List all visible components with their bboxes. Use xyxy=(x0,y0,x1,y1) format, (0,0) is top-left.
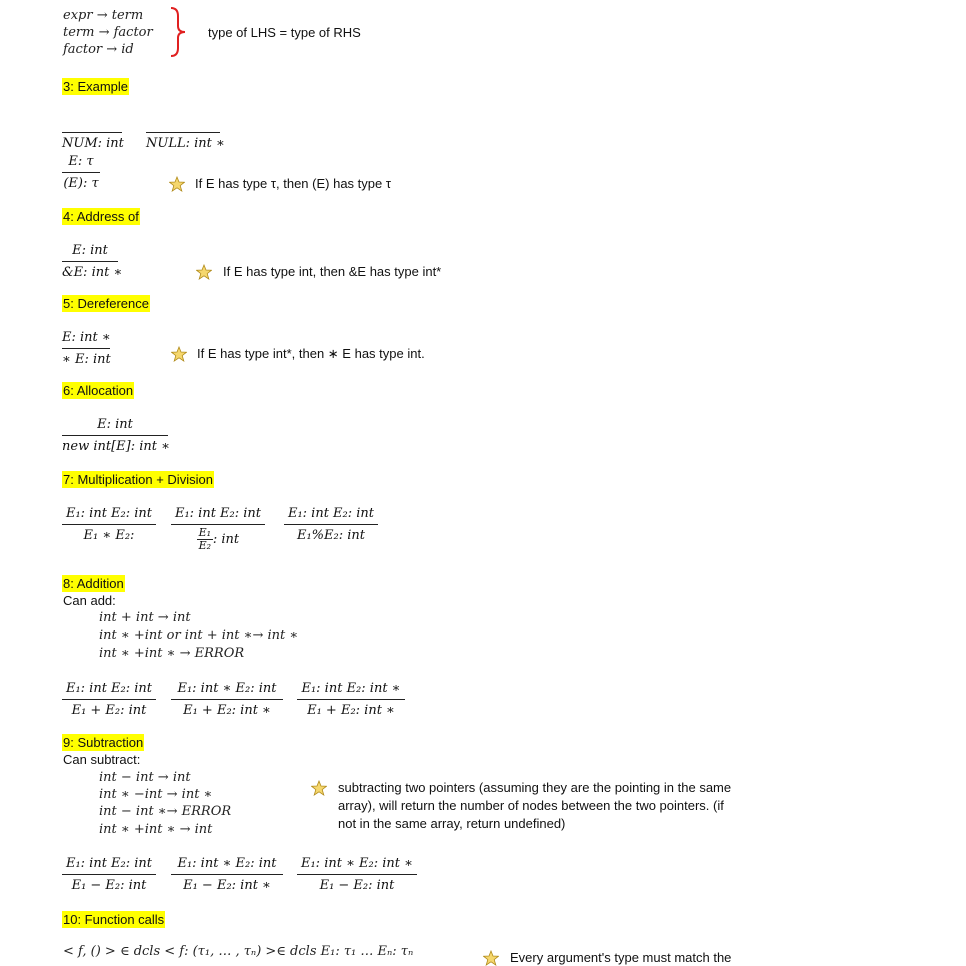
rule-conclusion: E₁ + E₂: int ∗ xyxy=(307,703,395,718)
right-brace-icon xyxy=(168,6,190,58)
star-icon xyxy=(483,950,499,966)
rule-sub-int xyxy=(62,855,156,894)
function-call-premises: < f, () > ∈ dcls < f: (τ₁, … , τₙ) >∈ dcls E₁: τ₁ … Eₙ: τₙ xyxy=(63,944,414,959)
division-denominator: E₂ xyxy=(198,539,212,552)
note-address-of: If E has type int, then &E has type int* xyxy=(223,264,442,279)
rule-premise: E: int xyxy=(97,417,133,432)
rule-conclusion: E₁ ∗ E₂: xyxy=(83,528,135,543)
rule-premise: E: int xyxy=(72,243,108,258)
rule-premise: E₁: int ∗ E₂: int ∗ xyxy=(300,856,413,871)
rule-sub-ptr-ptr xyxy=(297,855,417,894)
section-heading-example: 3: Example xyxy=(63,79,129,94)
addition-line: int ∗ +int ∗ → ERROR xyxy=(99,646,245,661)
rule-conclusion: NUM: int xyxy=(62,136,124,151)
rule-conclusion: NULL: int ∗ xyxy=(146,136,225,151)
rule-multiplication xyxy=(62,505,156,544)
subtraction-line: int ∗ +int ∗ → int xyxy=(99,822,213,837)
addition-intro: Can add: xyxy=(63,593,116,608)
section-heading-subtraction: 9: Subtraction xyxy=(63,735,144,750)
rule-allocation xyxy=(62,416,168,455)
rule-add-int xyxy=(62,680,156,719)
star-icon xyxy=(169,176,185,192)
rule-premise: E₁: int E₂: int xyxy=(65,856,153,871)
rule-premise: E₁: int E₂: int xyxy=(65,506,153,521)
section-heading-allocation: 6: Allocation xyxy=(63,383,134,398)
addition-line: int + int → int xyxy=(99,610,191,625)
rule-conclusion: E₁%E₂: int xyxy=(296,528,366,543)
rule-premise: E₁: int E₂: int ∗ xyxy=(301,681,401,696)
grammar-line-2: term → factor xyxy=(63,25,153,40)
rule-conclusion: (E): τ xyxy=(63,176,99,191)
addition-line: int ∗ +int or int + int ∗→ int ∗ xyxy=(99,628,299,643)
section-heading-function-calls: 10: Function calls xyxy=(63,912,165,927)
subtraction-line: int ∗ −int → int ∗ xyxy=(99,787,213,802)
rule-paren xyxy=(62,153,100,192)
rule-num xyxy=(62,113,122,152)
star-icon xyxy=(196,264,212,280)
rule-conclusion: new int[E]: int ∗ xyxy=(62,439,170,454)
rule-conclusion: E₁ + E₂: int ∗ xyxy=(183,703,271,718)
rule-premise: E: τ xyxy=(68,154,94,169)
rule-conclusion: &E: int ∗ xyxy=(62,265,123,280)
rule-modulo xyxy=(284,505,378,544)
subtraction-note-line: subtracting two pointers (assuming they are the pointing in the same xyxy=(338,780,732,795)
rule-premise: E₁: int E₂: int xyxy=(65,681,153,696)
subtraction-line: int − int → int xyxy=(99,770,191,785)
function-call-note: Every argument's type must match the xyxy=(510,950,732,965)
rule-sub-ptr-int xyxy=(171,855,283,894)
division-numerator: E₁ xyxy=(198,526,212,539)
rule-premise: E₁: int E₂: int xyxy=(287,506,375,521)
subtraction-intro: Can subtract: xyxy=(63,752,141,767)
rule-add-int-ptr xyxy=(297,680,405,719)
section-heading-addition: 8: Addition xyxy=(63,576,124,591)
note-dereference: If E has type int*, then ∗ E has type int. xyxy=(197,346,425,361)
rule-null xyxy=(146,113,225,152)
subtraction-line: int − int ∗→ ERROR xyxy=(99,804,232,819)
rule-dereference xyxy=(62,329,110,368)
rule-add-ptr-int xyxy=(171,680,283,719)
grammar-line-1: expr → term xyxy=(63,8,144,23)
rule-conclusion: E₁ + E₂: int xyxy=(71,703,147,718)
rule-conclusion: ∗ E: int xyxy=(62,352,111,367)
star-icon xyxy=(311,780,327,796)
rule-premise: E₁: int ∗ E₂: int xyxy=(177,856,277,871)
rule-division xyxy=(171,505,265,552)
note-paren: If E has type τ, then (E) has type τ xyxy=(195,176,391,191)
subtraction-note-line: array), will return the number of nodes between the two pointers. (if xyxy=(338,798,724,813)
subtraction-note-line: not in the same array, return undefined) xyxy=(338,816,566,831)
grammar-line-3: factor → id xyxy=(63,42,134,57)
division-type: : int xyxy=(212,532,240,547)
star-icon xyxy=(171,346,187,362)
rule-conclusion: E₁ − E₂: int ∗ xyxy=(183,878,271,893)
rule-conclusion: E₁ − E₂: int xyxy=(71,878,147,893)
rule-conclusion: E₁ − E₂: int xyxy=(319,878,395,893)
rule-premise: E₁: int ∗ E₂: int xyxy=(177,681,277,696)
rule-address-of xyxy=(62,242,123,281)
rule-premise: E: int ∗ xyxy=(62,330,111,345)
section-heading-dereference: 5: Dereference xyxy=(63,296,149,311)
section-heading-mul-div: 7: Multiplication + Division xyxy=(63,472,213,487)
rule-premise: E₁: int E₂: int xyxy=(174,506,262,521)
grammar-note: type of LHS = type of RHS xyxy=(208,25,361,40)
section-heading-address-of: 4: Address of xyxy=(63,209,139,224)
